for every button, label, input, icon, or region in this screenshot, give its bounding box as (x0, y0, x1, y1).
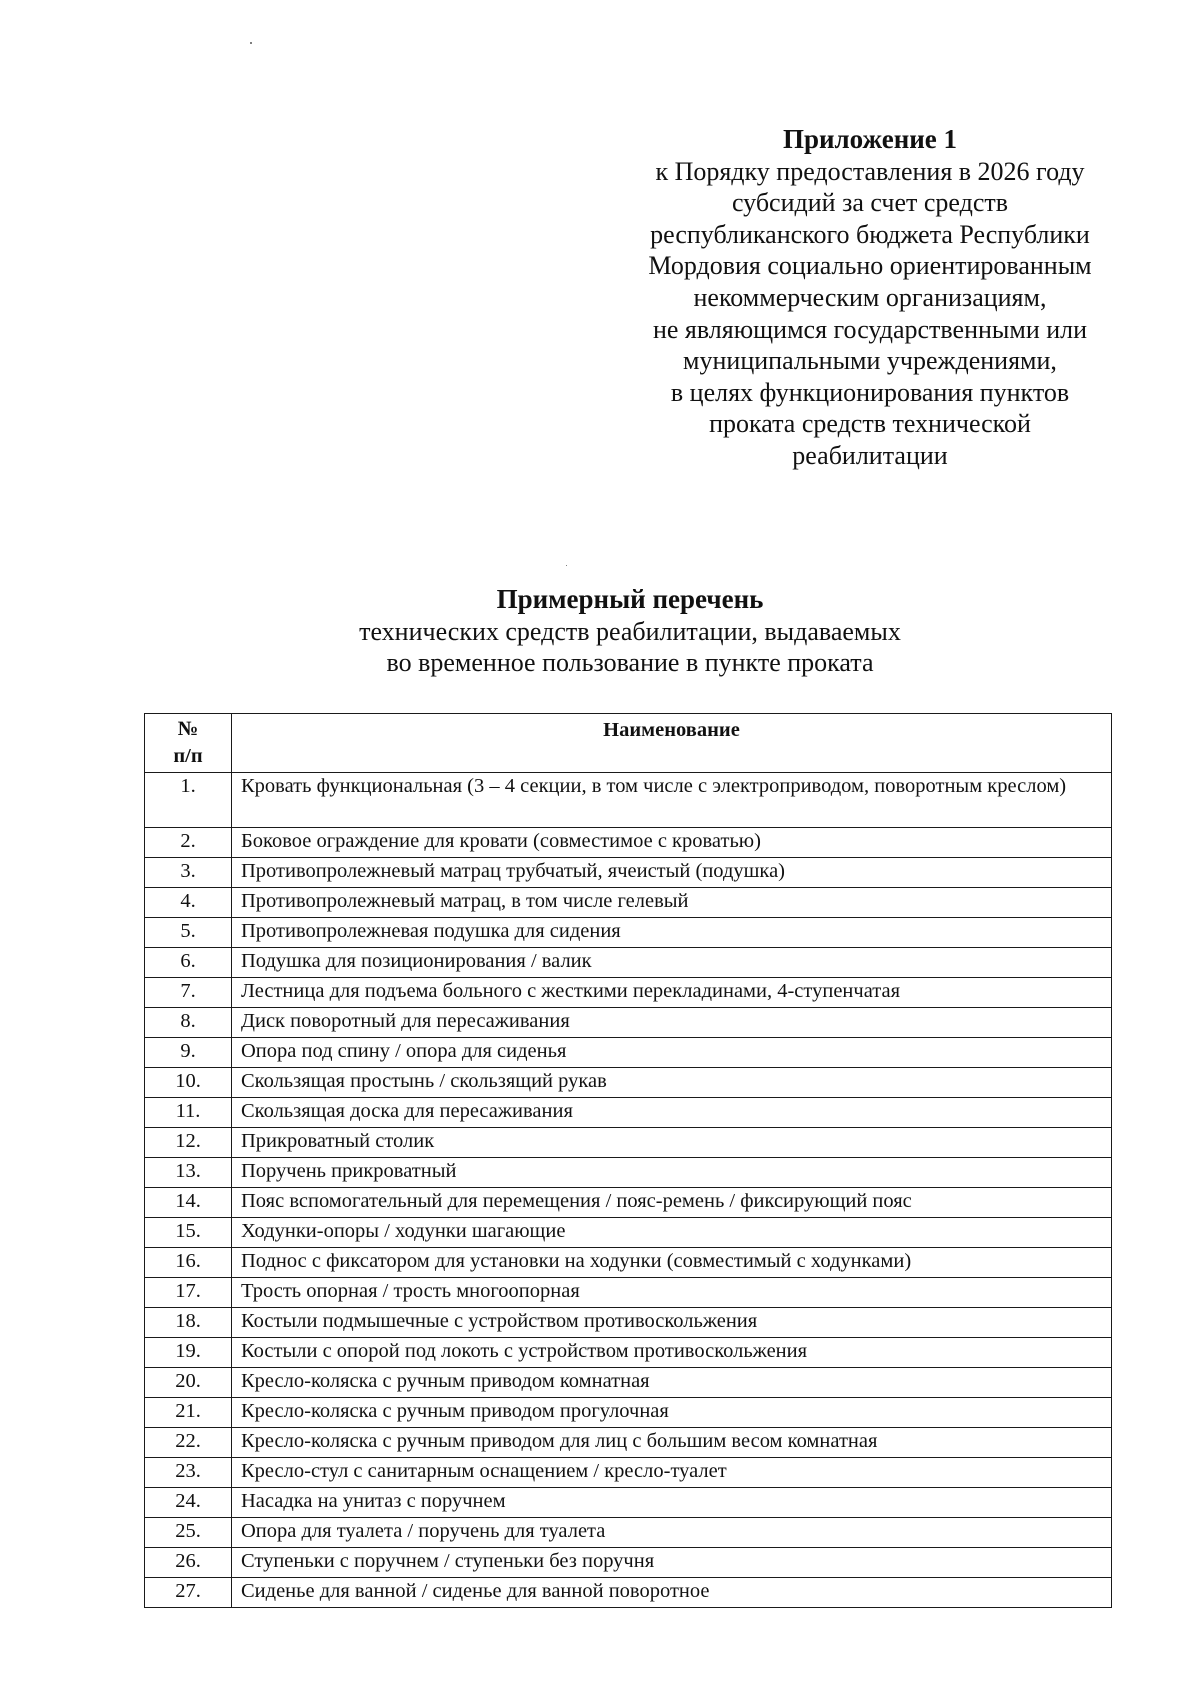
row-name: Кресло-коляска с ручным приводом для лиц с большим весом комнатная (232, 1428, 1112, 1458)
row-name: Противопролежневый матрац, в том числе гелевый (232, 888, 1112, 918)
row-name: Кресло-коляска с ручным приводом прогулочная (232, 1398, 1112, 1428)
row-number: 15. (145, 1218, 232, 1248)
table-header-row (145, 714, 1112, 773)
row-number: 12. (145, 1128, 232, 1158)
row-name: Пояс вспомогательный для перемещения / пояс-ремень / фиксирующий пояс (232, 1188, 1112, 1218)
row-name: Ходунки-опоры / ходунки шагающие (232, 1218, 1112, 1248)
row-number: 2. (145, 828, 232, 858)
appendix-line: некоммерческим организациям, (693, 282, 1047, 312)
row-number: 9. (145, 1038, 232, 1068)
table-row (145, 948, 1112, 978)
row-name: Противопролежневый матрац трубчатый, ячеистый (подушка) (232, 858, 1112, 888)
row-name: Поручень прикроватный (232, 1158, 1112, 1188)
row-number: 5. (145, 918, 232, 948)
document-subtitle-line: технических средств реабилитации, выдаваемых (359, 616, 901, 646)
table-row (145, 1308, 1112, 1338)
document-heading (300, 584, 960, 679)
row-name: Диск поворотный для пересаживания (232, 1008, 1112, 1038)
row-name: Трость опорная / трость многоопорная (232, 1278, 1112, 1308)
table-row (145, 1188, 1112, 1218)
row-name: Скользящая простынь / скользящий рукав (232, 1068, 1112, 1098)
appendix-line: к Порядку предоставления в 2026 году (655, 156, 1085, 186)
row-name: Прикроватный столик (232, 1128, 1112, 1158)
table-row (145, 1098, 1112, 1128)
row-name: Противопролежневая подушка для сидения (232, 918, 1112, 948)
row-number: 6. (145, 948, 232, 978)
header-name: Наименование (232, 714, 1112, 773)
items-table (144, 713, 1112, 1608)
row-number: 13. (145, 1158, 232, 1188)
table-row (145, 1368, 1112, 1398)
row-name: Скользящая доска для пересаживания (232, 1098, 1112, 1128)
appendix-block (600, 124, 1140, 472)
appendix-line: Мордовия социально ориентированным (648, 251, 1092, 281)
header-number-symbol: № (177, 718, 199, 740)
appendix-line: не являющимся государственными или (652, 314, 1088, 344)
row-number: 4. (145, 888, 232, 918)
row-number: 7. (145, 978, 232, 1008)
row-name: Костыли подмышечные с устройством противоскольжения (232, 1308, 1112, 1338)
row-number: 1. (145, 773, 232, 828)
table-row (145, 1008, 1112, 1038)
row-name: Поднос с фиксатором для установки на ходунки (совместимый с ходунками) (232, 1248, 1112, 1278)
row-name: Ступеньки с поручнем / ступеньки без поручня (232, 1548, 1112, 1578)
row-number: 16. (145, 1248, 232, 1278)
row-name: Сиденье для ванной / сиденье для ванной поворотное (232, 1578, 1112, 1608)
row-number: 20. (145, 1368, 232, 1398)
table-row (145, 918, 1112, 948)
row-name: Опора для туалета / поручень для туалета (232, 1518, 1112, 1548)
appendix-line: субсидий за счет средств (731, 188, 1009, 218)
table-row (145, 1248, 1112, 1278)
row-number: 11. (145, 1098, 232, 1128)
row-number: 8. (145, 1008, 232, 1038)
table-row (145, 978, 1112, 1008)
appendix-line: реабилитации (792, 440, 948, 470)
row-number: 21. (145, 1398, 232, 1428)
row-name: Подушка для позиционирования / валик (232, 948, 1112, 978)
row-name: Насадка на унитаз с поручнем (232, 1488, 1112, 1518)
row-number: 23. (145, 1458, 232, 1488)
table-row (145, 1398, 1112, 1428)
row-number: 10. (145, 1068, 232, 1098)
row-name: Кресло-стул с санитарным оснащением / кресло-туалет (232, 1458, 1112, 1488)
appendix-title: Приложение 1 (782, 124, 958, 154)
appendix-line: проката средств технической (709, 409, 1031, 439)
table-row (145, 1338, 1112, 1368)
table-row (145, 1158, 1112, 1188)
row-number: 17. (145, 1278, 232, 1308)
appendix-line: муниципальными учреждениями, (683, 346, 1057, 376)
table-body (145, 773, 1112, 1608)
row-number: 26. (145, 1548, 232, 1578)
table-row (145, 888, 1112, 918)
scan-speck (566, 565, 567, 566)
table-row (145, 1068, 1112, 1098)
row-number: 24. (145, 1488, 232, 1518)
row-name: Лестница для подъема больного с жесткими перекладинами, 4-ступенчатая (232, 978, 1112, 1008)
table-row (145, 1428, 1112, 1458)
row-name: Боковое ограждение для кровати (совместимое с кроватью) (232, 828, 1112, 858)
table-row (145, 1458, 1112, 1488)
row-name: Опора под спину / опора для сиденья (232, 1038, 1112, 1068)
table-row (145, 858, 1112, 888)
table-row (145, 1548, 1112, 1578)
row-number: 25. (145, 1518, 232, 1548)
header-number (145, 714, 232, 773)
row-number: 18. (145, 1308, 232, 1338)
table-row (145, 1518, 1112, 1548)
row-number: 3. (145, 858, 232, 888)
document-subtitle-line: во временное пользование в пункте проката (386, 648, 874, 677)
appendix-line: республиканского бюджета Республики (650, 219, 1090, 249)
table-row (145, 1038, 1112, 1068)
row-number: 22. (145, 1428, 232, 1458)
appendix-line: в целях функционирования пунктов (670, 377, 1070, 407)
table-row (145, 773, 1112, 828)
document-title: Примерный перечень (496, 584, 764, 614)
table-row (145, 828, 1112, 858)
row-number: 27. (145, 1578, 232, 1608)
row-name: Костыли с опорой под локоть с устройством противоскольжения (232, 1338, 1112, 1368)
table-row (145, 1578, 1112, 1608)
table-row (145, 1218, 1112, 1248)
header-number-abbr: п/п (173, 745, 203, 767)
table-row (145, 1278, 1112, 1308)
row-number: 19. (145, 1338, 232, 1368)
row-name: Кресло-коляска с ручным приводом комнатная (232, 1368, 1112, 1398)
scan-speck (250, 42, 252, 44)
table-row (145, 1128, 1112, 1158)
row-name: Кровать функциональная (3 – 4 секции, в том числе с электроприводом, поворотным креслом) (232, 773, 1112, 828)
row-number: 14. (145, 1188, 232, 1218)
table-row (145, 1488, 1112, 1518)
